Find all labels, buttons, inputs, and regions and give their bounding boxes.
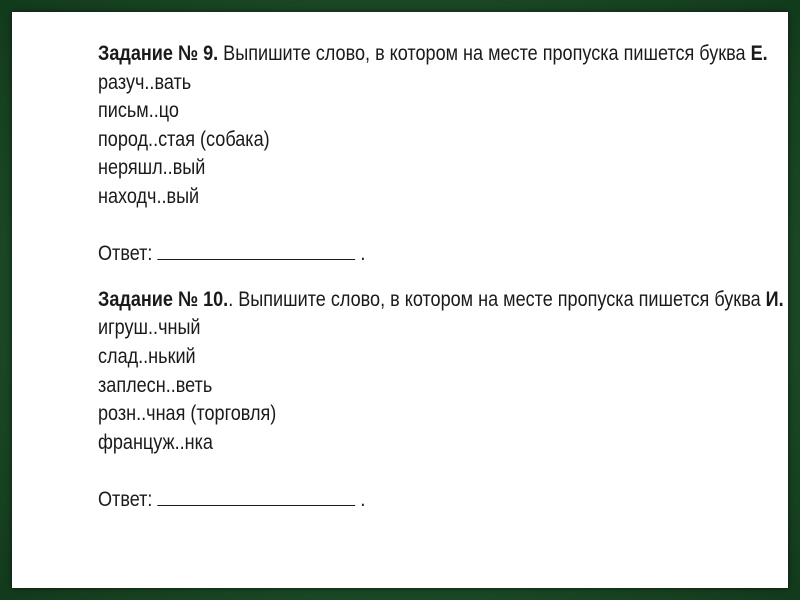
task-10-number: № 10. [177, 287, 229, 311]
task-9-answer-blank[interactable] [158, 243, 356, 260]
task-10-instruction: . Выпишите слово, в котором на месте пропуска пишется буква [228, 287, 766, 311]
task-10-word-3: заплесн..веть [98, 373, 213, 397]
task-9-heading [98, 40, 768, 69]
task-9-word-5: находч..вый [98, 184, 200, 208]
task-10-word-5: француж..нка [98, 430, 213, 454]
task-9-answer [98, 240, 674, 269]
task-10-answer-end: . [360, 487, 366, 511]
task-9-prefix: Задание [98, 42, 178, 65]
task-9-letter: Е. [750, 42, 768, 65]
document-content [98, 40, 784, 515]
slide [12, 12, 788, 588]
task-10-word-2: слад..нький [98, 344, 196, 368]
task-9-word-4: неряшл..вый [98, 156, 206, 180]
task-10-answer-blank[interactable] [158, 489, 356, 506]
task-10-prefix: Задание [98, 287, 178, 311]
task-9-answer-label: Ответ: [98, 242, 153, 266]
task-9 [98, 40, 768, 269]
spacer [98, 457, 674, 486]
task-10-answer [98, 486, 674, 515]
task-9-word-3: пород..стая (собака) [98, 127, 270, 151]
task-10-word-1: игруш..чный [98, 316, 201, 340]
task-9-word-2: письм..цо [98, 99, 179, 123]
task-9-word-1: разуч..вать [98, 70, 192, 94]
task-10-answer-label: Ответ: [98, 487, 153, 511]
task-9-number: № 9. [177, 42, 219, 65]
task-9-answer-end: . [360, 242, 366, 266]
task-10-word-4: розн..чная (торговля) [98, 402, 277, 426]
task-9-instruction: Выпишите слово, в котором на месте пропуска пишется буква [218, 42, 751, 65]
task-10 [98, 286, 784, 515]
task-10-letter: И. [765, 287, 784, 311]
task-10-heading [98, 286, 784, 315]
spacer [98, 212, 674, 241]
